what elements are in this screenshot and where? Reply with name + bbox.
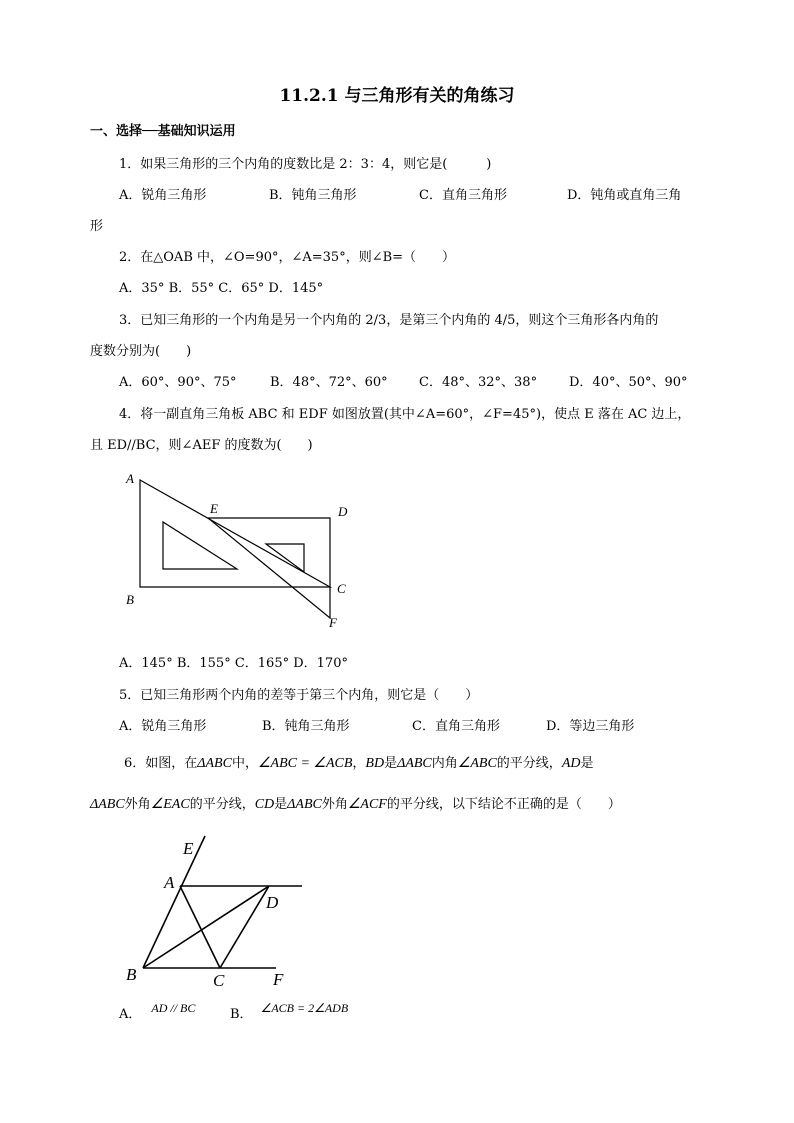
q3-stem-line1: 3．已知三角形的一个内角是另一个内角的 2/3，是第三个内角的 4/5，则这个三角形各内角的	[119, 313, 659, 328]
q6-figure	[118, 832, 318, 992]
q6-option-a: A． AD // BC	[119, 1001, 196, 1022]
q6-option-b: B． ∠ACB = 2∠ADB	[230, 1001, 349, 1022]
q5-option-d: D．等边三角形	[546, 719, 635, 734]
label-c: C	[337, 581, 346, 596]
label-e: E	[183, 839, 194, 858]
triangle-edf-inner	[266, 544, 304, 572]
math-ad: AD	[561, 756, 581, 771]
q5-option-b: B．钝角三角形	[262, 719, 350, 734]
math-delta-abc: ΔABC	[197, 756, 232, 771]
label-b: B	[126, 592, 134, 607]
page-title: 11.2.1 与三角形有关的角练习	[279, 86, 515, 106]
q1-stem: 1．如果三角形的三个内角的度数比是 2：3：4，则它是( )	[119, 157, 492, 172]
math-bd: BD	[365, 756, 385, 771]
q4-stem-line1: 4．将一副直角三角板 ABC 和 EDF 如图放置(其中∠A=60°，∠F=45°)，使点 E 落在 AC 边上，	[119, 407, 691, 422]
label-a: A	[126, 471, 134, 486]
segment-cd	[220, 886, 269, 968]
q6-stem-line2: ΔABC外角∠EAC的平分线，CD是ΔABC外角∠ACF的平分线，以下结论不正确的是（ ）	[90, 797, 621, 812]
label-d: D	[338, 504, 348, 519]
math-angle-abc: ∠ABC	[457, 756, 497, 771]
label-d: D	[266, 893, 279, 912]
math-delta-abc: ΔABC	[287, 797, 322, 812]
triangle-abc	[140, 480, 330, 587]
math-delta-abc: ΔABC	[397, 756, 432, 771]
q1-option-b: B．钝角三角形	[269, 188, 357, 203]
triangle-edf	[208, 518, 330, 618]
q4-stem-line2: 且 ED//BC，则∠AEF 的度数为( )	[90, 438, 313, 453]
label-a: A	[164, 873, 175, 892]
q5-stem: 5．已知三角形两个内角的差等于第三个内角，则它是（ ）	[119, 688, 479, 703]
section-heading: 一、选择──基础知识运用	[90, 124, 236, 139]
label-e: E	[210, 501, 218, 516]
label-c: C	[213, 971, 225, 990]
q1-option-a: A．锐角三角形	[119, 188, 207, 203]
math-delta-abc: ΔABC	[90, 797, 125, 812]
math-angle-eac: ∠EAC	[150, 797, 190, 812]
q5-option-a: A．锐角三角形	[119, 719, 207, 734]
q6-stem-line1: 6．如图，在ΔABC中，∠ABC = ∠ACB，BD是ΔABC内角∠ABC的平分线，AD是	[124, 756, 594, 771]
q2-options: A．35° B．55° C．65° D．145°	[119, 281, 324, 296]
q2-stem: 2．在△OAB 中，∠O=90°，∠A=35°，则∠B=（ ）	[119, 250, 456, 265]
math-angle-acf: ∠ACF	[347, 797, 387, 812]
label-f: F	[273, 970, 284, 989]
q4-options: A．145° B．155° C．165° D．170°	[119, 656, 348, 671]
label-b: B	[126, 965, 137, 984]
segment-ac	[180, 886, 220, 968]
math-angle-equality: ∠ABC = ∠ACB	[257, 756, 353, 771]
q4-figure	[118, 466, 358, 632]
q1-option-d-continued: 形	[90, 219, 104, 234]
math-cd: CD	[254, 797, 275, 812]
q5-option-c: C．直角三角形	[412, 719, 500, 734]
q3-option-c: C．48°、32°、38°	[419, 375, 538, 390]
q3-option-d: D．40°、50°、90°	[569, 375, 688, 390]
q3-option-b: B．48°、72°、60°	[270, 375, 388, 390]
q1-option-d: D．钝角或直角三角	[567, 188, 682, 203]
label-f: F	[329, 615, 337, 630]
q3-option-a: A．60°、90°、75°	[119, 375, 237, 390]
q3-stem-line2: 度数分别为( )	[90, 344, 192, 359]
q1-option-c: C．直角三角形	[419, 188, 507, 203]
